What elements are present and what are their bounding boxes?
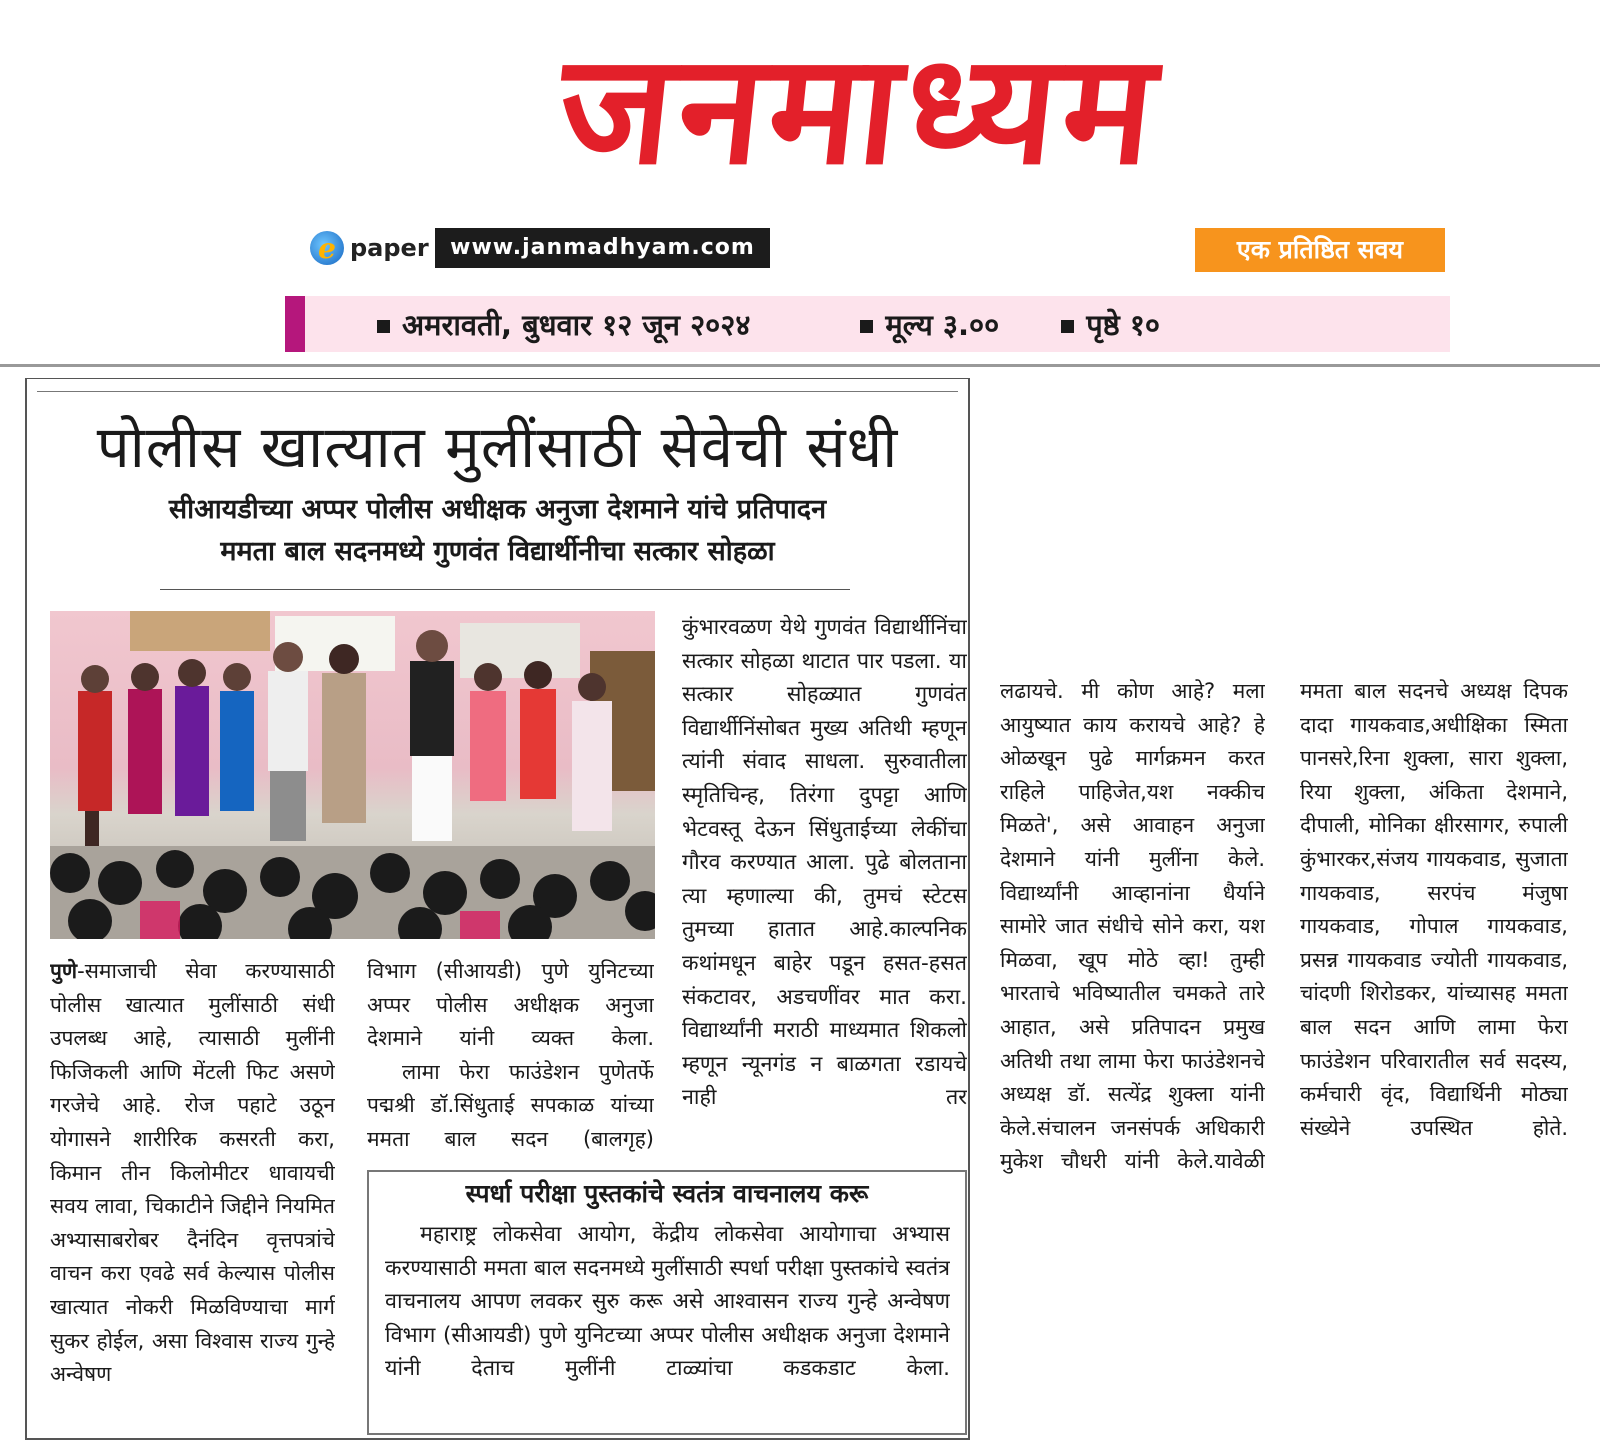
article-subheadline-2: ममता बाल सदनमध्ये गुणवंत विद्यार्थीनीचा सत्कार सोहळा (220, 536, 775, 567)
dateline-accent (285, 296, 305, 352)
column-2-paragraph-2: लामा फेरा फाउंडेशन पुणेतर्फे पद्मश्री डॉ.सिंधुताई सपकाळ यांच्या ममता बाल सदन (बालगृह) (367, 1059, 654, 1151)
sidebar-box-title: स्पर्धा परीक्षा पुस्तकांचे स्वतंत्र वाचनालय करू (465, 1179, 869, 1208)
website-url[interactable]: www.janmadhyam.com (435, 228, 770, 268)
sidebar-box-body (385, 1218, 950, 1428)
tagline-badge: एक प्रतिष्ठित सवय (1195, 228, 1445, 272)
newspaper-logo: जनमाध्यम (550, 21, 1170, 198)
article-subheadline: सीआयडीच्या अप्पर पोलीस अधीक्षक अनुजा देशमाने यांचे प्रतिपादन (168, 494, 827, 525)
column-3-text: कुंभारवळण येथे गुणवंत विद्यार्थीनिंचा सत्कार सोहळा थाटात पार पडला. या सत्कार सोहळ्यात गुणवंत विद्यार्थीनिंसोबत मुख्य अतिथी म्हणून त्यांनी संवाद साधला. सुरुवातीला स्मृतिचिन्ह, तिरंगा दुपट्टा आणि भेटवस्तू देऊन सिंधुताईच्या लेकींचा गौरव करण्यात आला. पुढे बोलताना त्या म्हणाल्या की, तुमचं स्टेटस तुमच्या हातात आहे.काल्पनिक कथांमधून बाहेर पडून हसत-हसत संकटावर, अडचणींवर मात करा. विद्यार्थ्यांनी मराठी माध्यमात शिकलो म्हणून न्यूनगंड न बाळगता रडायचे नाही तर (682, 615, 967, 1111)
article-column-3 (682, 611, 967, 1151)
epaper-badge (310, 228, 429, 268)
article-column-1 (50, 955, 335, 1430)
header-divider (0, 364, 1600, 367)
dateline-bar (285, 296, 1450, 352)
article-column-2 (367, 955, 654, 1170)
article-column-4 (1000, 675, 1265, 1215)
issue-date: अमरावती, बुधवार १२ जून २०२४ (377, 305, 750, 344)
article-photo (50, 611, 655, 939)
column-2-paragraph-1: विभाग (सीआयडी) पुणे युनिटच्या अप्पर पोलीस अधीक्षक अनुजा देशमाने यांनी व्यक्त केला. (367, 959, 654, 1051)
epaper-label: paper (350, 234, 429, 262)
photo-illustration (50, 611, 655, 939)
column-5-text: ममता बाल सदनचे अध्यक्ष दिपक दादा गायकवाड,अधीक्षिका स्मिता पानसरे,रिना शुक्ला, सारा शुक्ला, रिया शुक्ला, अंकिता देशमाने, दीपाली, मोनिका क्षीरसागर, रुपाली कुंभारकर,संजय गायकवाड, सुजाता गायकवाड, सरपंच मंजुषा गायकवाड, गोपाल गायकवाड, प्रसन्न गायकवाड ज्योती गायकवाड, चांदणी शिरोडकर, यांच्यासह ममता बाल सदन आणि लामा फेरा फाउंडेशन परिवारातील सर्व सदस्य, कर्मचारी वृंद, विद्यार्थिनी मोठ्या संख्येने उपस्थित होते. (1300, 679, 1568, 1140)
issue-price: मूल्य ३.०० (860, 305, 999, 344)
subheadline-divider (160, 589, 850, 590)
article-column-5 (1300, 675, 1568, 1215)
issue-pages: पृष्ठे १० (1061, 305, 1160, 344)
article-dateline-place: पुणे (50, 959, 78, 983)
column-4-text: लढायचे. मी कोण आहे? मला आयुष्यात काय करायचे आहे? हे ओळखून पुढे मार्गक्रमन करत राहिले पाहिजेत,यश नक्कीच मिळते', असे आवाहन अनुजा देशमाने यांनी मुलींना केले. विद्यार्थ्यांनी आव्हानांना धैर्याने सामोरे जात संधीचे सोने करा, यश मिळवा, खूप मोठे व्हा! तुम्ही भारताचे भविष्यातील चमकते तारे आहात, असे प्रतिपादन प्रमुख अतिथी तथा लामा फेरा फाउंडेशनचे अध्यक्ष डॉ. सत्येंद्र शुक्ला यांनी केले.संचालन जनसंपर्क अधिकारी मुकेश चौधरी यांनी केले.यावेळी (1000, 679, 1265, 1174)
article-headline: पोलीस खात्यात मुलींसाठी सेवेची संधी (96, 413, 899, 481)
e-icon: e (310, 231, 344, 265)
column-1-text: -समाजाची सेवा करण्यासाठी पोलीस खात्यात मुलींसाठी संधी उपलब्ध आहे, त्यासाठी मुलींनी फिजिकली आणि मेंटली फिट असणे गरजेचे आहे. रोज पहाटे उठून योगासने शारीरिक कसरती करा, किमान तीन किलोमीटर धावायची सवय लावा, चिकाटीने जिद्दीने नियमित अभ्यासाबरोबर दैनंदिन वृत्तपत्रांचे वाचन करा एवढे सर्व केल्यास पोलीस खात्यात नोकरी मिळविण्याचा मार्ग सुकर होईल, असा विश्वास राज्य गुन्हे अन्वेषण (50, 959, 335, 1387)
sidebar-box-text: महाराष्ट्र लोकसेवा आयोग, केंद्रीय लोकसेवा आयोगाचा अभ्यास करण्यासाठी ममता बाल सदनमध्ये मुलींसाठी स्पर्धा परीक्षा पुस्तकांचे स्वतंत्र वाचनालय आपण लवकर सुरु करू असे आश्वासन राज्य गुन्हे अन्वेषण विभाग (सीआयडी) पुणे युनिटच्या अप्पर पोलीस अधीक्षक अनुजा देशमाने यांनी देताच मुलींनी टाळ्यांचा कडकडाट केला. (385, 1222, 950, 1382)
